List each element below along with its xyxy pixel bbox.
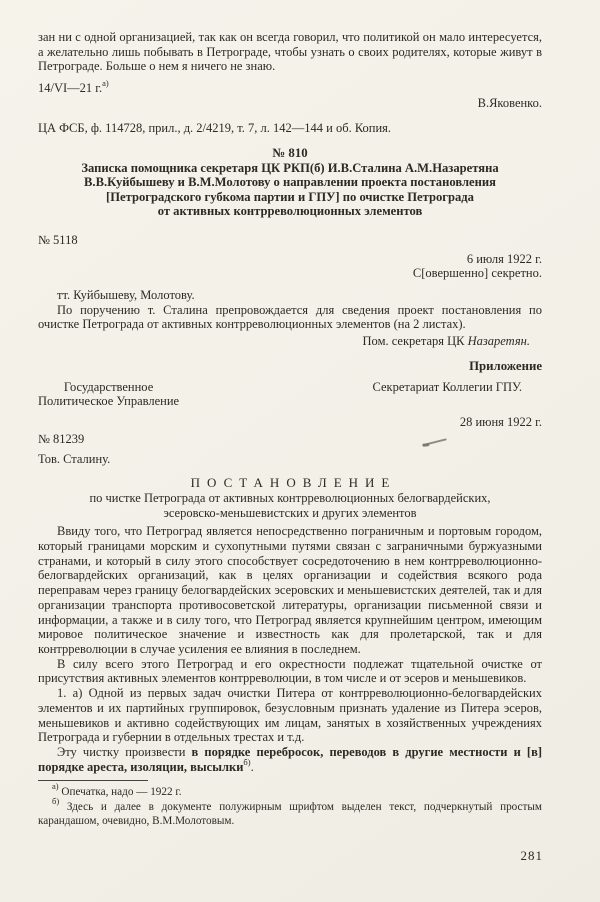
previous-doc-signature: В.Яковенко. xyxy=(477,95,542,110)
doc-title-line: В.В.Куйбышеву и В.М.Молотову о направлении проекта постановления xyxy=(84,175,496,190)
previous-doc-date: 14/VI—21 г. xyxy=(38,81,103,96)
doc-title-line: от активных контрреволюционных элементов xyxy=(157,204,423,219)
footnote-b-marker: б) xyxy=(52,795,60,806)
footnote-ref-b: б) xyxy=(243,756,251,767)
doc-title xyxy=(38,161,542,219)
doc-title-line: Записка помощника секретаря ЦК РКП(б) И.В.Сталина А.М.Назаретяна xyxy=(81,160,499,175)
org-name-line: Государственное xyxy=(63,379,154,394)
previous-doc-date-line xyxy=(38,78,542,96)
previous-doc-continuation-text: зан ни с одной организацией, так как он всегда говорил, что политикой он мало интересуется, а желательно лишь побывать в Петрограде, чтобы узнать о своих родителях, которые живут в Петрограде. Больше о нем я ничего не знаю. xyxy=(38,30,542,74)
signer-title: Пом. секретаря ЦК xyxy=(362,334,465,349)
resolution-heading: ПОСТАНОВЛЕНИЕ xyxy=(190,475,397,491)
paragraph-4-end: . xyxy=(250,759,254,774)
resolution-subtitle-line: по чистке Петрограда от активных контрреволюционных белогвардейских, xyxy=(89,491,491,506)
footnote-a-text: Опечатка, надо — 1922 г. xyxy=(61,786,182,799)
attachment-label: Приложение xyxy=(469,358,542,373)
addressees-line: тт. Куйбышеву, Молотову. xyxy=(57,288,195,303)
attachment-letterhead-row xyxy=(38,380,542,410)
doc-number-heading: № 810 xyxy=(272,146,308,161)
page-number: 281 xyxy=(520,848,543,863)
attachment-addressee: Тов. Сталину. xyxy=(38,451,111,466)
org-name-line: Политическое Управление xyxy=(38,394,180,409)
resolution-subtitle xyxy=(38,491,542,520)
secretariat-line: Секретариат Коллегии ГПУ. xyxy=(372,379,522,394)
resolution-subtitle-line: эсеровско-меньшевистских и других элементов xyxy=(163,505,417,520)
resolution-paragraph-2: В силу всего этого Петроград и его окрестности подлежат тщательной очистке от присутствия активных элементов контрреволюции, в том числе и от эсеров и меньшевиков. xyxy=(38,656,542,686)
attachment-date: 28 июня 1922 г. xyxy=(459,415,542,430)
resolution-paragraph-3: 1. а) Одной из первых задач очистки Питера от контрреволюционно-белогвардейских элементов и их партийных группировок, безусловным признать удаление из Питера эсеров, меньшевиков и активно содействующих им лицам, занятых в хозяйственных учреждениях Петрограда и губернии в отдельных трестах и т.д. xyxy=(38,686,542,745)
resolution-paragraph-4 xyxy=(38,745,542,774)
signer-line xyxy=(38,334,542,349)
footnote-b-text: Здесь и далее в документе полужирным шрифтом выделен текст, подчеркнутый простым карандашом, очевидно, В.М.Молотовым. xyxy=(38,800,543,828)
classification-stamp: С[овершенно] секретно. xyxy=(412,266,542,281)
archive-reference: ЦА ФСБ, ф. 114728, прил., д. 2/4219, т. 7, л. 142—144 и об. Копия. xyxy=(38,120,392,135)
org-name-block xyxy=(38,380,179,410)
footnotes-block xyxy=(38,781,543,828)
paragraph-4-start: Эту чистку произвести xyxy=(57,744,192,759)
doc-date: 6 июля 1922 г. xyxy=(466,251,542,266)
attachment-number: № 81239 xyxy=(38,432,85,447)
footnote-b xyxy=(38,795,543,829)
footnote-a xyxy=(38,781,542,799)
signer-name: Назаретян. xyxy=(467,334,530,349)
footnote-a-marker: а) xyxy=(52,781,59,792)
doc-title-line: [Петроградского губкома партии и ГПУ] по очистке Петрограда xyxy=(106,189,474,204)
outgoing-number: № 5118 xyxy=(38,232,78,247)
resolution-paragraph-1: Ввиду того, что Петроград является непосредственно пограничным и портовым городом, который границами морским и сухопутными путями связан с заграничными буржуазными странами, и который в силу этого способствует сосредоточению в нем контрреволюционно-белогвардейских организаций, как в целях организации и содействия всякого рода переправам через границу белогвардейских эсеровских и меньшевистских деятелей, так и для организации транспорта противосоветской литературы, организации письменной связи и информации, а также и в силу того, что Петроград является крупнейшим центром, имеющим мировое политическое значение и известность как для пролетарской, так и для контрреволюции в случае усиления ее влияния в последнем. xyxy=(38,524,542,656)
paragraph-4-bold-underlined-text: в порядке перебросок, переводов в другие местности и [в] порядке ареста, изоляции, высылки xyxy=(38,744,543,774)
footnote-ref-a: а) xyxy=(102,78,109,89)
cover-letter-text: По поручению т. Сталина препровождается для сведения проект постановления по очистке Петрограда от активных контрреволюционных элементов (на 2 листах). xyxy=(38,302,542,332)
